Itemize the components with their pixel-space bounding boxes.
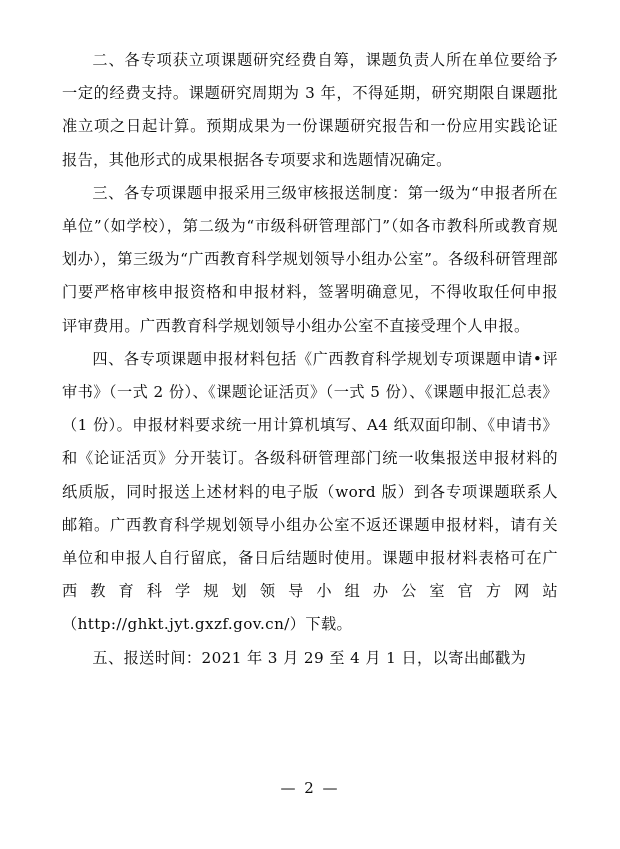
paragraph-two: 二、各专项获立项课题研究经费自筹，课题负责人所在单位要给予一定的经费支持。课题研究周期为 3 年，不得延期，研究期限自课题批准立项之日起计算。预期成果为一份课题研究报告和一份应用实践论证报告，其他形式的成果根据各专项要求和选题情况确定。 bbox=[62, 51, 558, 169]
paragraph-four: 四、各专项课题申报材料包括《广西教育科学规划专项课题申请•评审书》（一式 2 份）、《课题论证活页》（一式 5 份）、《课题申报汇总表》（1 份）。申报材料要求统一用计算机填写、A4 纸双面印制、《申请书》和《论证活页》分开装订。各级科研管理部门统一收集报送申报材料的纸质版，同时报送上述材料的电子版（word 版）到各专项课题联系人邮箱。广西教育科学规划领导小组办公室不返还课题申报材料，请有关单位和申报人自行留底，备日后结题时使用。课题申报材料表格可在广西教育科学规划领导小组办公室官方网站（http://ghkt.jyt.gxzf.gov.cn/）下载。 bbox=[62, 349, 558, 634]
paragraph-five: 五、报送时间：2021 年 3 月 29 至 4 月 1 日，以寄出邮戳为 bbox=[92, 648, 527, 667]
page-footer bbox=[0, 779, 620, 797]
page-number: 2 bbox=[304, 779, 316, 797]
footer-dash-left: — bbox=[280, 779, 298, 797]
paragraph-three: 三、各专项课题申报采用三级审核报送制度：第一级为“申报者所在单位”（如学校），第二级为“市级科研管理部门”（如各市教科所或教育规划办），第三级为“广西教育科学规划领导小组办公室”。各级科研管理部门要严格审核申报资格和申报材料，签署明确意见，不得收取任何申报评审费用。广西教育科学规划领导小组办公室不直接受理个人申报。 bbox=[62, 183, 558, 335]
footer-dash-right: — bbox=[322, 779, 340, 797]
document-body bbox=[62, 44, 558, 675]
